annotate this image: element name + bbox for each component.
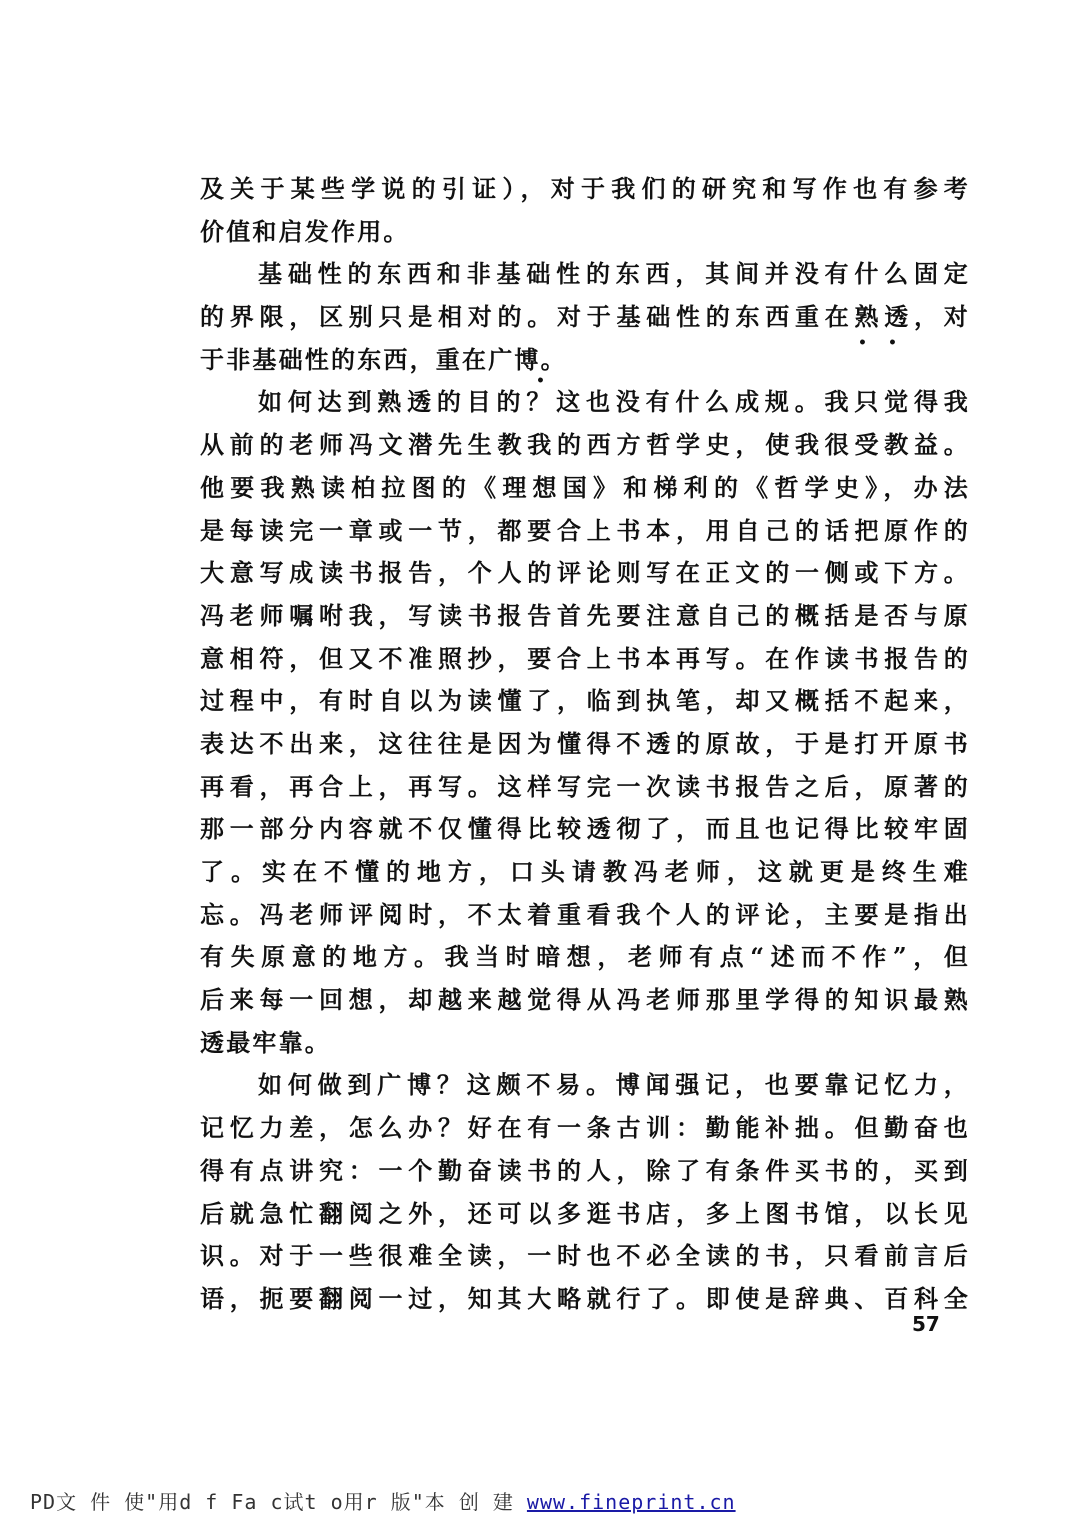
watermark-text: PD文 件 使"用d f Fa c试t o用r 版"本 创 建 xyxy=(30,1490,514,1514)
text-line: 后来每一回想，却越来越觉得从冯老师那里学得的知识最熟 xyxy=(200,985,970,1015)
text-line: 语，扼要翻阅一过，知其大略就行了。即使是辞典、百科全 xyxy=(200,1283,970,1313)
text-line: 那一部分内容就不仅懂得比较透彻了，而且也记得比较牢固 xyxy=(200,814,970,844)
text-line: 的界限，区别只是相对的。对于基础性的东西重在熟透，对 xyxy=(200,302,970,332)
text-line: 他要我熟读柏拉图的《理想国》和梯利的《哲学史》，办法 xyxy=(200,472,970,502)
text-line: 透最牢靠。 xyxy=(200,1027,331,1057)
page-number: 57 xyxy=(912,1312,940,1336)
pdf-watermark xyxy=(30,1486,736,1515)
paragraph-start-line: 如何达到熟透的目的？这也没有什么成规。我只觉得我 xyxy=(258,387,970,417)
text-line: 意相符，但又不准照抄，要合上书本再写。在作读书报告的 xyxy=(200,643,970,673)
text-line: 有失原意的地方。我当时暗想，老师有点“述而不作”，但 xyxy=(200,942,970,972)
text-line: 从前的老师冯文潜先生教我的西方哲学史，使我很受教益。 xyxy=(200,430,970,460)
paragraph-start-line: 如何做到广博？这颇不易。博闻强记，也要靠记忆力， xyxy=(258,1070,970,1100)
text-line: 过程中，有时自以为读懂了，临到执笔，却又概括不起来， xyxy=(200,686,970,716)
text-line: 了。实在不懂的地方，口头请教冯老师，这就更是终生难 xyxy=(200,857,970,886)
text-line: 于非基础性的东西，重在广博。 xyxy=(200,344,567,374)
text-line: 表达不出来，这往往是因为懂得不透的原故，于是打开原书 xyxy=(200,728,970,758)
text-line: 价值和启发作用。 xyxy=(200,216,410,246)
paragraph-start-line: 基础性的东西和非基础性的东西，其间并没有什么固定 xyxy=(258,259,970,289)
body-text xyxy=(200,168,970,1321)
text-line: 得有点讲究：一个勤奋读书的人，除了有条件买书的，买到 xyxy=(200,1155,970,1185)
text-line: 冯老师嘱咐我，写读书报告首先要注意自己的概括是否与原 xyxy=(200,600,970,630)
text-line: 大意写成读书报告，个人的评论则写在正文的一侧或下方。 xyxy=(200,558,970,588)
text-line: 后就急忙翻阅之外，还可以多逛书店，多上图书馆，以长见 xyxy=(200,1198,970,1228)
emphasis-dot: • xyxy=(536,373,545,389)
text-line: 再看，再合上，再写。这样写完一次读书报告之后，原著的 xyxy=(200,771,970,801)
text-line: 忘。冯老师评阅时，不太着重看我个人的评论，主要是指出 xyxy=(200,899,970,929)
text-line: 记忆力差，怎么办？好在有一条古训：勤能补拙。但勤奋也 xyxy=(200,1113,970,1143)
text-line: 识。对于一些很难全读，一时也不必全读的书，只看前言后 xyxy=(200,1241,970,1271)
text-line: 是每读完一章或一节，都要合上书本，用自己的话把原作的 xyxy=(200,515,970,545)
emphasis-dot: • xyxy=(888,335,897,351)
emphasis-dot: • xyxy=(858,335,867,351)
watermark-link[interactable]: www.fineprint.cn xyxy=(526,1490,736,1514)
text-line: 及关于某些学说的引证），对于我们的研究和写作也有参考 xyxy=(200,174,970,203)
